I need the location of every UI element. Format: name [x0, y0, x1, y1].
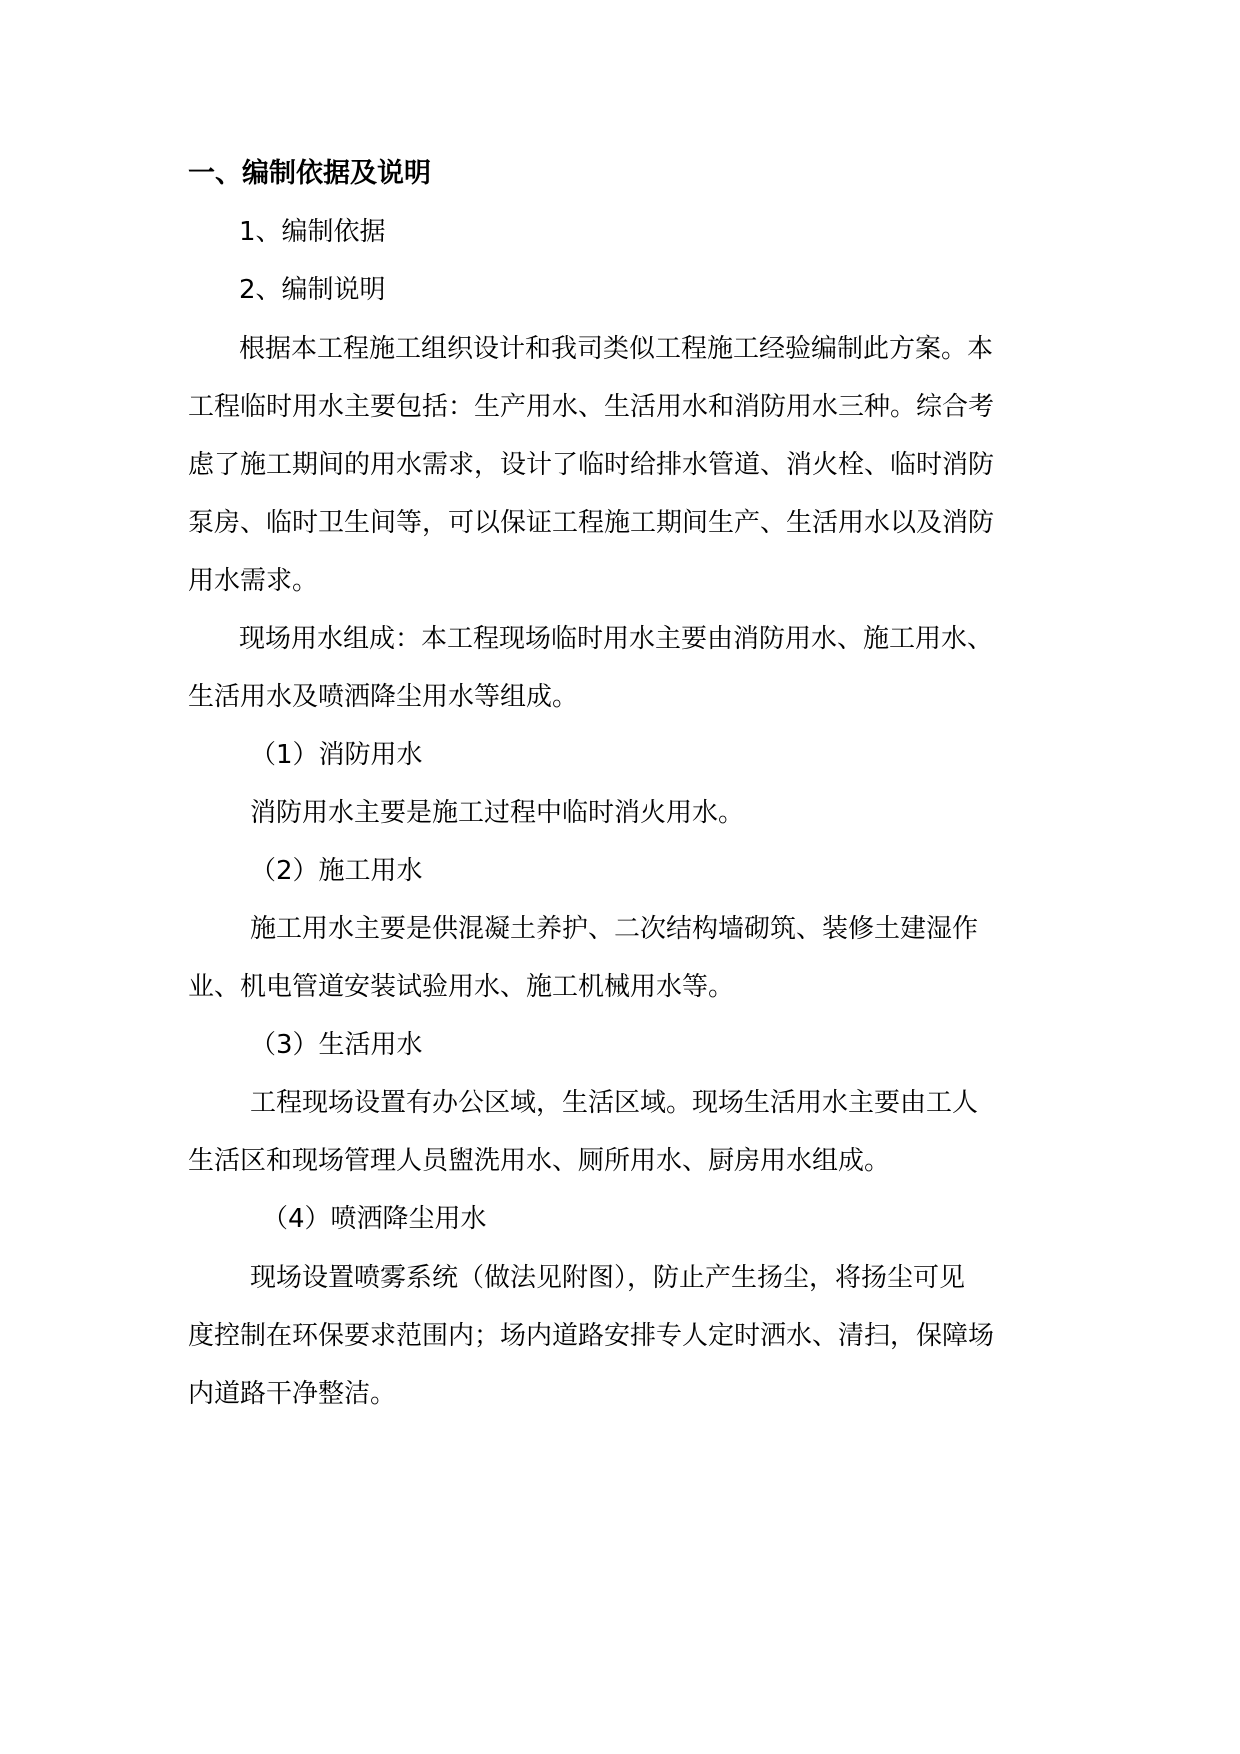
subheading-basis: 1、编制依据 [239, 217, 386, 247]
paragraph-line: 度控制在环保要求范围内；场内道路安排专人定时洒水、清扫，保障场 [188, 1321, 995, 1351]
paragraph-line: 消防用水主要是施工过程中临时消火用水。 [250, 798, 745, 828]
paragraph-line: 施工用水主要是供混凝土养护、二次结构墙砌筑、装修土建湿作 [250, 914, 979, 944]
paragraph-line: 工程临时用水主要包括：生产用水、生活用水和消防用水三种。综合考 [188, 392, 995, 422]
paragraph-line: 现场设置喷雾系统（做法见附图），防止产生扬尘，将扬尘可见 [250, 1263, 966, 1293]
paragraph-line: 内道路干净整洁。 [188, 1379, 397, 1409]
paragraph-line: 泵房、临时卫生间等，可以保证工程施工期间生产、生活用水以及消防 [188, 508, 995, 538]
item-title-fire-water: （1）消防用水 [250, 740, 423, 770]
paragraph-line: 生活用水及喷洒降尘用水等组成。 [188, 682, 579, 712]
section-heading: 一、编制依据及说明 [188, 158, 431, 189]
paragraph-line: 根据本工程施工组织设计和我司类似工程施工经验编制此方案。本 [239, 334, 994, 364]
paragraph-line: 现场用水组成：本工程现场临时用水主要由消防用水、施工用水、 [239, 624, 994, 654]
paragraph-line: 虑了施工期间的用水需求，设计了临时给排水管道、消火栓、临时消防 [188, 450, 995, 480]
item-title-dust-suppression-water: （4）喷洒降尘用水 [262, 1204, 487, 1234]
item-title-domestic-water: （3）生活用水 [250, 1030, 423, 1060]
paragraph-line: 业、机电管道安装试验用水、施工机械用水等。 [188, 972, 735, 1002]
item-title-construction-water: （2）施工用水 [250, 856, 423, 886]
paragraph-line: 工程现场设置有办公区域，生活区域。现场生活用水主要由工人 [250, 1088, 979, 1118]
subheading-explanation: 2、编制说明 [239, 275, 386, 305]
paragraph-line: 生活区和现场管理人员盥洗用水、厕所用水、厨房用水组成。 [188, 1146, 891, 1176]
paragraph-line: 用水需求。 [188, 566, 319, 596]
